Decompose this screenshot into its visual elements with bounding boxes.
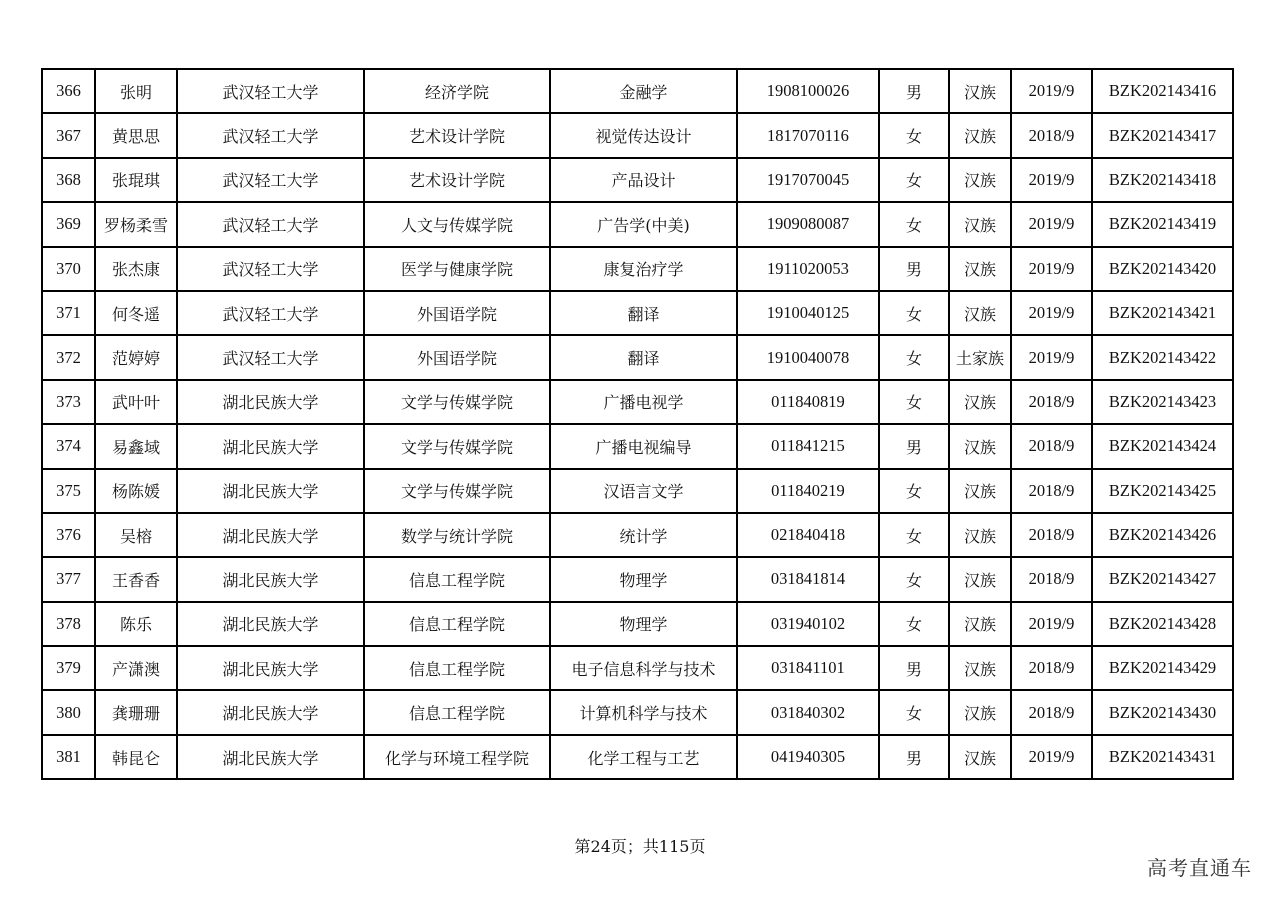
major-cell: 翻译 <box>550 291 737 335</box>
college-cell: 艺术设计学院 <box>364 158 550 202</box>
gender-cell: 女 <box>879 380 949 424</box>
major-cell: 计算机科学与技术 <box>550 690 737 734</box>
student-id-cell: 021840418 <box>737 513 879 557</box>
name-cell: 杨陈媛 <box>95 469 177 513</box>
major-cell: 广播电视编导 <box>550 424 737 468</box>
certificate-id-cell: BZK202143431 <box>1092 735 1233 779</box>
college-cell: 信息工程学院 <box>364 646 550 690</box>
certificate-id-cell: BZK202143423 <box>1092 380 1233 424</box>
enrollment-cell: 2019/9 <box>1011 69 1092 113</box>
serial-cell: 379 <box>42 646 95 690</box>
serial-cell: 378 <box>42 602 95 646</box>
name-cell: 张琨琪 <box>95 158 177 202</box>
table-body <box>42 69 1233 779</box>
name-cell: 张杰康 <box>95 247 177 291</box>
serial-cell: 381 <box>42 735 95 779</box>
major-cell: 产品设计 <box>550 158 737 202</box>
student-id-cell: 031841814 <box>737 557 879 601</box>
major-cell: 物理学 <box>550 557 737 601</box>
university-cell: 湖北民族大学 <box>177 513 364 557</box>
name-cell: 陈乐 <box>95 602 177 646</box>
major-cell: 广播电视学 <box>550 380 737 424</box>
page-number: 第24页；共115页 <box>574 837 706 856</box>
college-cell: 文学与传媒学院 <box>364 380 550 424</box>
gender-cell: 女 <box>879 158 949 202</box>
name-cell: 罗杨柔雪 <box>95 202 177 246</box>
enrollment-cell: 2018/9 <box>1011 424 1092 468</box>
ethnicity-cell: 汉族 <box>949 380 1011 424</box>
certificate-id-cell: BZK202143417 <box>1092 113 1233 157</box>
student-id-cell: 031840302 <box>737 690 879 734</box>
gender-cell: 男 <box>879 247 949 291</box>
enrollment-cell: 2019/9 <box>1011 247 1092 291</box>
serial-cell: 367 <box>42 113 95 157</box>
university-cell: 湖北民族大学 <box>177 469 364 513</box>
serial-cell: 369 <box>42 202 95 246</box>
gender-cell: 女 <box>879 513 949 557</box>
university-cell: 湖北民族大学 <box>177 602 364 646</box>
student-id-cell: 011841215 <box>737 424 879 468</box>
name-cell: 韩昆仑 <box>95 735 177 779</box>
serial-cell: 368 <box>42 158 95 202</box>
certificate-id-cell: BZK202143424 <box>1092 424 1233 468</box>
name-cell: 吴榕 <box>95 513 177 557</box>
university-cell: 武汉轻工大学 <box>177 335 364 379</box>
table-row <box>42 602 1233 646</box>
ethnicity-cell: 汉族 <box>949 291 1011 335</box>
student-id-cell: 011840219 <box>737 469 879 513</box>
gender-cell: 男 <box>879 69 949 113</box>
gender-cell: 女 <box>879 335 949 379</box>
table-row <box>42 646 1233 690</box>
major-cell: 翻译 <box>550 335 737 379</box>
enrollment-cell: 2019/9 <box>1011 602 1092 646</box>
college-cell: 艺术设计学院 <box>364 113 550 157</box>
student-id-cell: 011840819 <box>737 380 879 424</box>
major-cell: 广告学(中美) <box>550 202 737 246</box>
university-cell: 武汉轻工大学 <box>177 247 364 291</box>
university-cell: 武汉轻工大学 <box>177 291 364 335</box>
major-cell: 视觉传达设计 <box>550 113 737 157</box>
certificate-id-cell: BZK202143429 <box>1092 646 1233 690</box>
certificate-id-cell: BZK202143418 <box>1092 158 1233 202</box>
table-row <box>42 335 1233 379</box>
enrollment-cell: 2018/9 <box>1011 469 1092 513</box>
certificate-id-cell: BZK202143427 <box>1092 557 1233 601</box>
college-cell: 化学与环境工程学院 <box>364 735 550 779</box>
student-id-cell: 041940305 <box>737 735 879 779</box>
student-id-cell: 1910040078 <box>737 335 879 379</box>
ethnicity-cell: 汉族 <box>949 735 1011 779</box>
ethnicity-cell: 土家族 <box>949 335 1011 379</box>
table-row <box>42 690 1233 734</box>
student-id-cell: 1909080087 <box>737 202 879 246</box>
university-cell: 武汉轻工大学 <box>177 202 364 246</box>
name-cell: 王香香 <box>95 557 177 601</box>
university-cell: 湖北民族大学 <box>177 690 364 734</box>
enrollment-cell: 2019/9 <box>1011 202 1092 246</box>
name-cell: 何冬遥 <box>95 291 177 335</box>
certificate-id-cell: BZK202143428 <box>1092 602 1233 646</box>
student-id-cell: 1817070116 <box>737 113 879 157</box>
enrollment-cell: 2018/9 <box>1011 557 1092 601</box>
college-cell: 外国语学院 <box>364 291 550 335</box>
enrollment-cell: 2018/9 <box>1011 513 1092 557</box>
college-cell: 经济学院 <box>364 69 550 113</box>
college-cell: 医学与健康学院 <box>364 247 550 291</box>
ethnicity-cell: 汉族 <box>949 646 1011 690</box>
university-cell: 武汉轻工大学 <box>177 69 364 113</box>
table-row <box>42 469 1233 513</box>
gender-cell: 男 <box>879 735 949 779</box>
serial-cell: 374 <box>42 424 95 468</box>
certificate-id-cell: BZK202143420 <box>1092 247 1233 291</box>
enrollment-cell: 2018/9 <box>1011 113 1092 157</box>
ethnicity-cell: 汉族 <box>949 69 1011 113</box>
university-cell: 武汉轻工大学 <box>177 113 364 157</box>
serial-cell: 372 <box>42 335 95 379</box>
table-row <box>42 557 1233 601</box>
enrollment-cell: 2018/9 <box>1011 646 1092 690</box>
table-row <box>42 380 1233 424</box>
serial-cell: 380 <box>42 690 95 734</box>
college-cell: 外国语学院 <box>364 335 550 379</box>
certificate-id-cell: BZK202143430 <box>1092 690 1233 734</box>
watermark-logo-text: 高考直通车 <box>1147 856 1252 880</box>
serial-cell: 373 <box>42 380 95 424</box>
name-cell: 易鑫域 <box>95 424 177 468</box>
table-row <box>42 735 1233 779</box>
table-row <box>42 291 1233 335</box>
student-id-cell: 1910040125 <box>737 291 879 335</box>
table-row <box>42 424 1233 468</box>
student-id-cell: 1908100026 <box>737 69 879 113</box>
ethnicity-cell: 汉族 <box>949 113 1011 157</box>
major-cell: 金融学 <box>550 69 737 113</box>
ethnicity-cell: 汉族 <box>949 602 1011 646</box>
university-cell: 湖北民族大学 <box>177 424 364 468</box>
enrollment-cell: 2019/9 <box>1011 335 1092 379</box>
gender-cell: 女 <box>879 469 949 513</box>
table-row <box>42 202 1233 246</box>
gender-cell: 女 <box>879 690 949 734</box>
serial-cell: 377 <box>42 557 95 601</box>
name-cell: 武叶叶 <box>95 380 177 424</box>
enrollment-cell: 2019/9 <box>1011 735 1092 779</box>
ethnicity-cell: 汉族 <box>949 202 1011 246</box>
major-cell: 汉语言文学 <box>550 469 737 513</box>
university-cell: 湖北民族大学 <box>177 735 364 779</box>
student-table <box>41 68 1234 780</box>
table-row <box>42 158 1233 202</box>
university-cell: 武汉轻工大学 <box>177 158 364 202</box>
college-cell: 信息工程学院 <box>364 602 550 646</box>
university-cell: 湖北民族大学 <box>177 646 364 690</box>
gender-cell: 男 <box>879 646 949 690</box>
gender-cell: 女 <box>879 202 949 246</box>
major-cell: 统计学 <box>550 513 737 557</box>
student-id-cell: 031940102 <box>737 602 879 646</box>
college-cell: 文学与传媒学院 <box>364 424 550 468</box>
ethnicity-cell: 汉族 <box>949 469 1011 513</box>
student-id-cell: 1911020053 <box>737 247 879 291</box>
name-cell: 张明 <box>95 69 177 113</box>
student-id-cell: 031841101 <box>737 646 879 690</box>
major-cell: 化学工程与工艺 <box>550 735 737 779</box>
table-row <box>42 513 1233 557</box>
serial-cell: 376 <box>42 513 95 557</box>
ethnicity-cell: 汉族 <box>949 513 1011 557</box>
college-cell: 数学与统计学院 <box>364 513 550 557</box>
name-cell: 范婷婷 <box>95 335 177 379</box>
enrollment-cell: 2018/9 <box>1011 380 1092 424</box>
university-cell: 湖北民族大学 <box>177 557 364 601</box>
name-cell: 黄思思 <box>95 113 177 157</box>
certificate-id-cell: BZK202143419 <box>1092 202 1233 246</box>
enrollment-cell: 2018/9 <box>1011 690 1092 734</box>
college-cell: 信息工程学院 <box>364 557 550 601</box>
enrollment-cell: 2019/9 <box>1011 291 1092 335</box>
ethnicity-cell: 汉族 <box>949 690 1011 734</box>
table-row <box>42 69 1233 113</box>
major-cell: 康复治疗学 <box>550 247 737 291</box>
college-cell: 信息工程学院 <box>364 690 550 734</box>
name-cell: 龚珊珊 <box>95 690 177 734</box>
serial-cell: 371 <box>42 291 95 335</box>
college-cell: 人文与传媒学院 <box>364 202 550 246</box>
table-row <box>42 113 1233 157</box>
university-cell: 湖北民族大学 <box>177 380 364 424</box>
major-cell: 物理学 <box>550 602 737 646</box>
serial-cell: 370 <box>42 247 95 291</box>
certificate-id-cell: BZK202143422 <box>1092 335 1233 379</box>
ethnicity-cell: 汉族 <box>949 557 1011 601</box>
gender-cell: 女 <box>879 113 949 157</box>
gender-cell: 女 <box>879 602 949 646</box>
ethnicity-cell: 汉族 <box>949 247 1011 291</box>
gender-cell: 女 <box>879 557 949 601</box>
college-cell: 文学与传媒学院 <box>364 469 550 513</box>
serial-cell: 375 <box>42 469 95 513</box>
certificate-id-cell: BZK202143425 <box>1092 469 1233 513</box>
certificate-id-cell: BZK202143416 <box>1092 69 1233 113</box>
name-cell: 产潇澳 <box>95 646 177 690</box>
ethnicity-cell: 汉族 <box>949 158 1011 202</box>
certificate-id-cell: BZK202143426 <box>1092 513 1233 557</box>
serial-cell: 366 <box>42 69 95 113</box>
ethnicity-cell: 汉族 <box>949 424 1011 468</box>
major-cell: 电子信息科学与技术 <box>550 646 737 690</box>
certificate-id-cell: BZK202143421 <box>1092 291 1233 335</box>
gender-cell: 女 <box>879 291 949 335</box>
enrollment-cell: 2019/9 <box>1011 158 1092 202</box>
table-row <box>42 247 1233 291</box>
student-id-cell: 1917070045 <box>737 158 879 202</box>
gender-cell: 男 <box>879 424 949 468</box>
